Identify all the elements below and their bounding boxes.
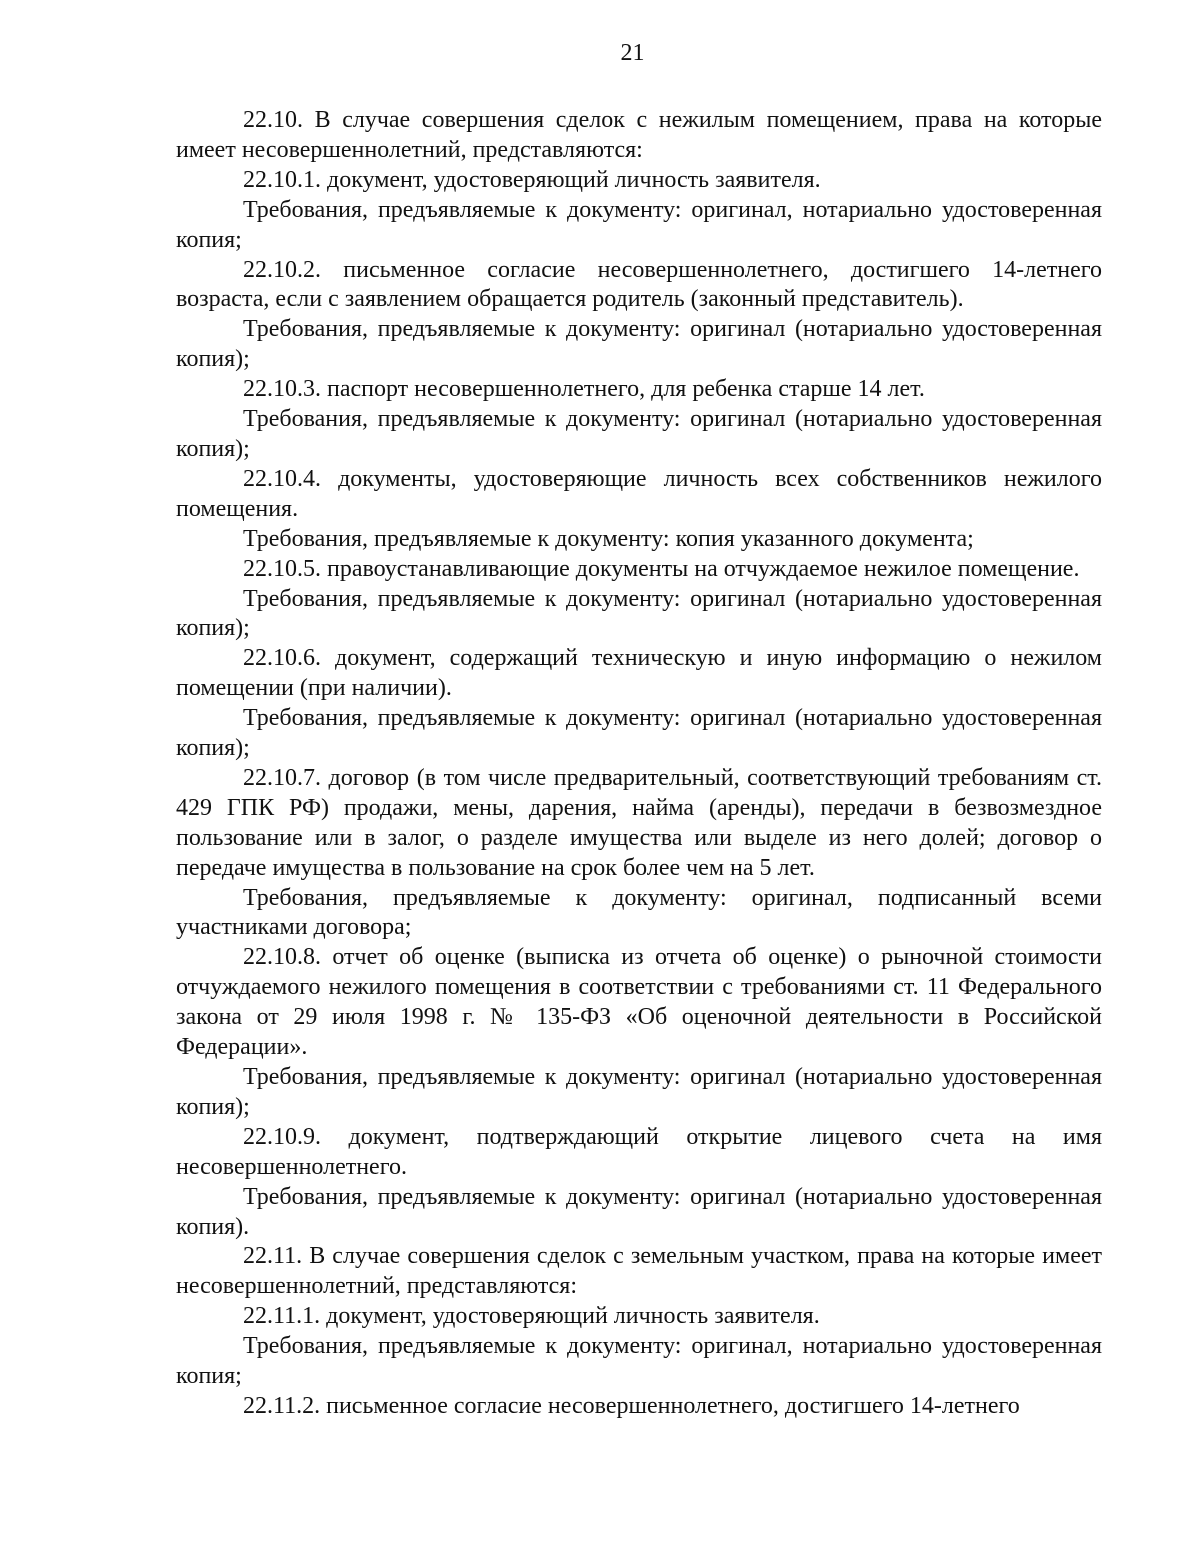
requirements-paragraph: Требования, предъявляемые к документу: оригинал, нотариально удостоверенная копия; [176,1333,1102,1390]
requirements-paragraph: Требования, предъявляемые к документу: оригинал, нотариально удостоверенная копия; [176,196,1102,253]
paragraph-22-11: 22.11. В случае совершения сделок с земельным участком, права на которые имеет несовершеннолетний, представляются: [176,1243,1102,1300]
paragraph-22-11-2: 22.11.2. письменное согласие несовершеннолетнего, достигшего 14-летнего [243,1392,1020,1419]
paragraph-22-10-7: 22.10.7. договор (в том числе предварительный, соответствующий требованиям ст. 429 ГПК РФ) продажи, мены, дарения, найма (аренды), передачи в безвозмездное пользование или в залог, о разделе имущества или выделе из него долей; договор о передаче имущества в пользование на срок более чем на 5 лет. [176,764,1102,881]
requirements-paragraph: Требования, предъявляемые к документу: оригинал (нотариально удостоверенная копия); [176,406,1102,462]
paragraph-22-10-6: 22.10.6. документ, содержащий техническую и иную информацию о нежилом помещении (при наличии). [176,645,1102,702]
paragraph-22-10-3: 22.10.3. паспорт несовершеннолетнего, для ребенка старше 14 лет. [243,376,925,403]
paragraph-22-10-5: 22.10.5. правоустанавливающие документы на отчуждаемое нежилое помещение. [243,555,1080,582]
paragraph-22-10-1: 22.10.1. документ, удостоверяющий личность заявителя. [243,166,821,193]
requirements-paragraph: Требования, предъявляемые к документу: оригинал (нотариально удостоверенная копия). [176,1183,1102,1240]
page-number: 21 [620,40,645,66]
paragraph-22-10-8: 22.10.8. отчет об оценке (выписка из отчета об оценке) о рыночной стоимости отчуждаемого нежилого помещения в соответствии с требованиями ст. 11 Федерального закона от 29 июля 1998 г. № 135-ФЗ «Об оценочной деятельности в Российской Федерации». [176,944,1102,1061]
document-body [176,106,1102,1422]
paragraph-22-10-2: 22.10.2. письменное согласие несовершеннолетнего, достигшего 14-летнего возраста, если с заявлением обращается родитель (законный представитель). [176,256,1102,313]
requirements-paragraph: Требования, предъявляемые к документу: оригинал (нотариально удостоверенная копия); [176,585,1102,642]
paragraph-22-10: 22.10. В случае совершения сделок с нежилым помещением, права на которые имеет несовершеннолетний, представляются: [176,107,1102,163]
paragraph-22-10-9: 22.10.9. документ, подтверждающий открытие лицевого счета на имя несовершеннолетнего. [176,1123,1102,1180]
requirements-paragraph: Требования, предъявляемые к документу: оригинал, подписанный всеми участниками договора; [176,884,1102,941]
requirements-paragraph: Требования, предъявляемые к документу: оригинал (нотариально удостоверенная копия); [176,705,1102,762]
paragraph-22-11-1: 22.11.1. документ, удостоверяющий личность заявителя. [243,1303,820,1330]
requirements-paragraph: Требования, предъявляемые к документу: копия указанного документа; [243,525,974,552]
requirements-paragraph: Требования, предъявляемые к документу: оригинал (нотариально удостоверенная копия); [176,1064,1102,1120]
paragraph-22-10-4: 22.10.4. документы, удостоверяющие личность всех собственников нежилого помещения. [176,465,1102,522]
requirements-paragraph: Требования, предъявляемые к документу: оригинал (нотариально удостоверенная копия); [176,316,1102,373]
